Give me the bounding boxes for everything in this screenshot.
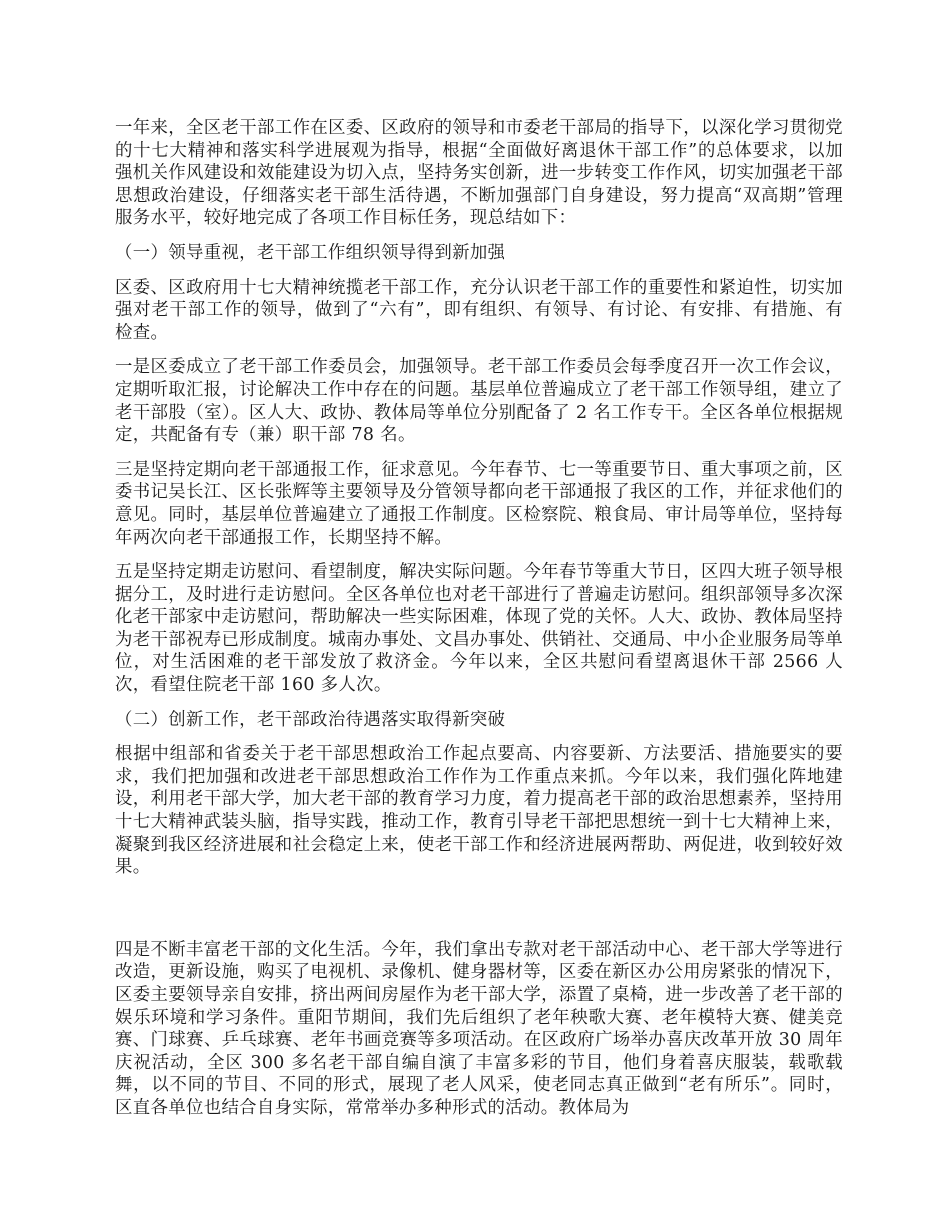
section-heading-1: （一）领导重视，老干部工作组织领导得到新加强 [115, 242, 506, 263]
intro-paragraph: 一年来，全区老干部工作在区委、区政府的领导和市委老干部局的指导下，以深化学习贯彻党的十七大精神和落实科学进展观为指导，根据“全面做好离退休干部工作”的总体要求，以加强机关作风建设和效能建设为切入点，坚持务实创新，进一步转变工作作风，切实加强老干部思想政治建设，仔细落实老干部生活待遇，不断加强部门自身建设，努力提高“双高期”管理服务水平，较好地完成了各项工作目标任务，现总结如下： [115, 118, 843, 229]
paragraph-committee: 一是区委成立了老干部工作委员会，加强领导。老干部工作委员会每季度召开一次工作会议，定期听取汇报，讨论解决工作中存在的问题。基层单位普遍成立了老干部工作领导组，建立了老干部股（室）。区人大、政协、教体局等单位分别配备了 2 名工作专干。全区各单位根据规定，共配备有专（兼）职干部 78 名。 [115, 357, 843, 446]
document-body [115, 117, 843, 1132]
paragraph-political-work: 根据中组部和省委关于老干部思想政治工作起点要高、内容要新、方法要活、措施要实的要求，我们把加强和改进老干部思想政治工作作为工作重点来抓。今年以来，我们强化阵地建设，利用老干部大学，加大老干部的教育学习力度，着力提高老干部的政治思想素养，坚持用十七大精神武装头脑，指导实践，推动工作，教育引导老干部把思想统一到十七大精神上来，凝聚到我区经济进展和社会稳定上来，使老干部工作和经济进展两帮助、两促进，收到较好效果。 [115, 744, 843, 878]
paragraph-gap [115, 891, 843, 939]
paragraph-visits: 五是坚持定期走访慰问、看望制度，解决实际问题。今年春节等重大节日，区四大班子领导根据分工，及时进行走访慰问。全区各单位也对老干部进行了普遍走访慰问。组织部领导多次深化老干部家中走访慰问，帮助解决一些实际困难，体现了党的关怀。人大、政协、教体局坚持为老干部祝寿已形成制度。城南办事处、文昌办事处、供销社、交通局、中小企业服务局等单位，对生活困难的老干部发放了救济金。今年以来，全区共慰问看望离退休干部 2566 人次，看望住院老干部 160 多人次。 [115, 562, 843, 696]
paragraph-briefing: 三是坚持定期向老干部通报工作，征求意见。今年春节、七一等重要节日、重大事项之前，区委书记吴长江、区长张辉等主要领导及分管领导都向老干部通报了我区的工作，并征求他们的意见。同时，基层单位普遍建立了通报工作制度。区检察院、粮食局、审计局等单位，坚持每年两次向老干部通报工作，长期坚持不解。 [115, 459, 843, 548]
paragraph-cultural-life: 四是不断丰富老干部的文化生活。今年，我们拿出专款对老干部活动中心、老干部大学等进行改造，更新设施，购买了电视机、录像机、健身器材等，区委在新区办公用房紧张的情况下，区委主要领导亲自安排，挤出两间房屋作为老干部大学，添置了桌椅，进一步改善了老干部的娱乐环境和学习条件。重阳节期间，我们先后组织了老年秧歌大赛、老年模特大赛、健美竞赛、门球赛、乒乓球赛、老年书画竞赛等多项活动。在区政府广场举办喜庆改革开放 30 周年庆祝活动，全区 300 多名老干部自编自演了丰富多彩的节目，他们身着喜庆服装，载歌载舞，以不同的节目、不同的形式，展现了老人风采，使老同志真正做到“老有所乐”。同时，区直各单位也结合自身实际，常常举办多种形式的活动。教体局为 [115, 939, 843, 1118]
section-heading-2: （二）创新工作，老干部政治待遇落实取得新突破 [115, 709, 506, 730]
paragraph-leadership: 区委、区政府用十七大精神统揽老干部工作，充分认识老干部工作的重要性和紧迫性，切实加强对老干部工作的领导，做到了“六有”，即有组织、有领导、有讨论、有安排、有措施、有检查。 [115, 277, 843, 343]
